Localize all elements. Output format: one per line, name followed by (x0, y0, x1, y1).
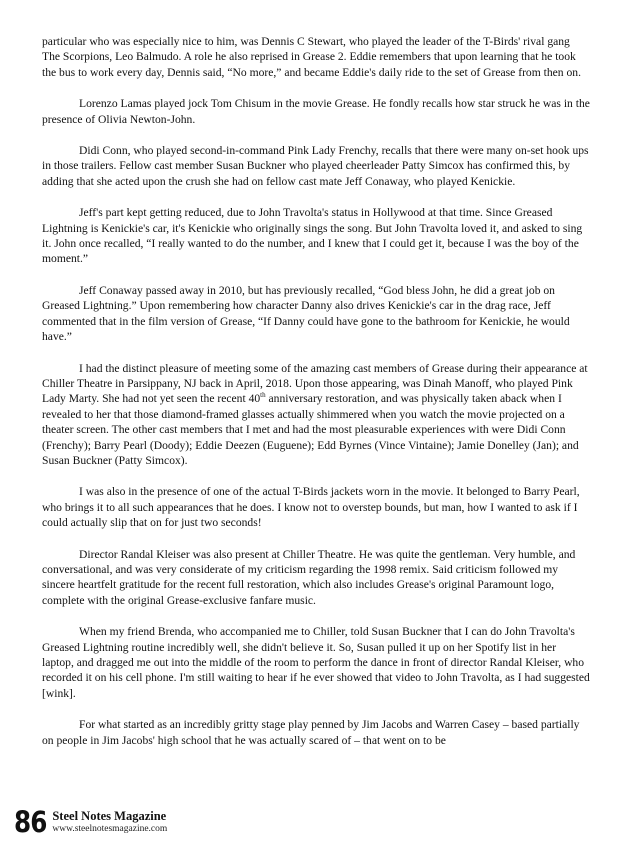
ordinal-superscript: th (260, 391, 266, 400)
paragraph-5: Jeff Conaway passed away in 2010, but has previously recalled, “God bless John, he did a great job on Greased Lightning.” Upon remembering how character Danny also drives Kenickie's car in the drag race, Jeff commented that in the film version of Grease, “If Danny could have gone to the bathroom for Kenickie, he would have.” (42, 283, 570, 344)
paragraph-4: Jeff's part kept getting reduced, due to John Travolta's status in Hollywood at that time. Since Greased Lightning is Kenickie's car, it's Kenickie who originally sings the song. But John Travolta loved it, and asked to sing it. John once recalled, “I really wanted to do the number, and I knew that I could get it, because I was the boy of the moment.” (42, 206, 583, 266)
article-body (42, 34, 590, 764)
paragraph-6 (42, 361, 590, 469)
paragraph-7: I was also in the presence of one of the actual T-Birds jackets worn in the movie. It belonged to Barry Pearl, who brings it to all such appearances that he does. I know not to overstep bounds, but man, how I wanted to ask if I could actually slip that on for just two seconds! (42, 485, 580, 530)
magazine-url[interactable]: www.steelnotesmagazine.com (52, 824, 168, 834)
page-number: 86 (14, 805, 47, 839)
page-footer (14, 806, 167, 838)
paragraph-8: Director Randal Kleiser was also present at Chiller Theatre. He was quite the gentleman. Very humble, and conversational, and was very considerate of my criticism regarding the 1998 remix. Said criticism followed my sincere heartfelt gratitude for the recent full restoration, which also includes Grease's original Paramount logo, complete with the original Grease-exclusive fanfare music. (42, 547, 576, 607)
paragraph-9: When my friend Brenda, who accompanied me to Chiller, told Susan Buckner that I can do John Travolta's Greased Lightning routine incredibly well, she didn't believe it. So, Susan pulled it up on her Spotify list in her laptop, and dragged me out into the middle of the room to perform the dance in front of director Randal Kleiser, who recorded it on his cell phone. I'm still waiting to hear if he ever showed that video to John Travolta, as I had suggested [wink]. (42, 625, 590, 700)
paragraph-10: For what started as an incredibly gritty stage play penned by Jim Jacobs and Warren Casey – based partially on people in Jim Jacobs' high school that he was actually scared of – that went on to be (42, 718, 580, 747)
paragraph-2: Lorenzo Lamas played jock Tom Chisum in the movie Grease. He fondly recalls how star struck he was in the presence of Olivia Newton-John. (42, 97, 590, 126)
magazine-name: Steel Notes Magazine (52, 809, 167, 823)
paragraph-6-text-b: anniversary restoration, and was physically taken aback when I revealed to her that those diamond-framed glasses actually shimmered when you watch the movie projected on a theater screen. The other cast members that I met and had the most pleasurable experiences with were Didi Conn (Frenchy); Barry Pearl (Doody); Eddie Deezen (Euguene); Edd Byrnes (Vince Vintaine); Jamie Donelley (Jan); and Susan Buckner (Patty Simcox). (42, 392, 579, 467)
paragraph-3: Didi Conn, who played second-in-command Pink Lady Frenchy, recalls that there were many on-set hook ups in those trailers. Fellow cast member Susan Buckner who played cheerleader Patty Simcox has confirmed this, by adding that she acted upon the crush she had on fellow cast mate Jeff Conaway, who played Kenickie. (42, 144, 589, 188)
paragraph-6-text-a: I had the distinct pleasure of meeting some of the amazing cast members of Grease during their appearance at Chiller Theatre in Parsippany, NJ back in April, 2018. Upon those appearing, was Dinah Manoff, who played Pink Lady Marty. She had not yet seen the recent 40 (42, 361, 588, 406)
paragraph-1: particular who was especially nice to him, was Dennis C Stewart, who played the leader of the T-Birds' rival gang The Scorpions, Leo Balmudo. A role he also reprised in Grease 2. Eddie remembers that upon learning that he took the bus to work every day, Dennis said, “No more,” and became Eddie's daily ride to the set of Grease from then on. (42, 35, 581, 79)
footer-masthead (52, 809, 167, 835)
